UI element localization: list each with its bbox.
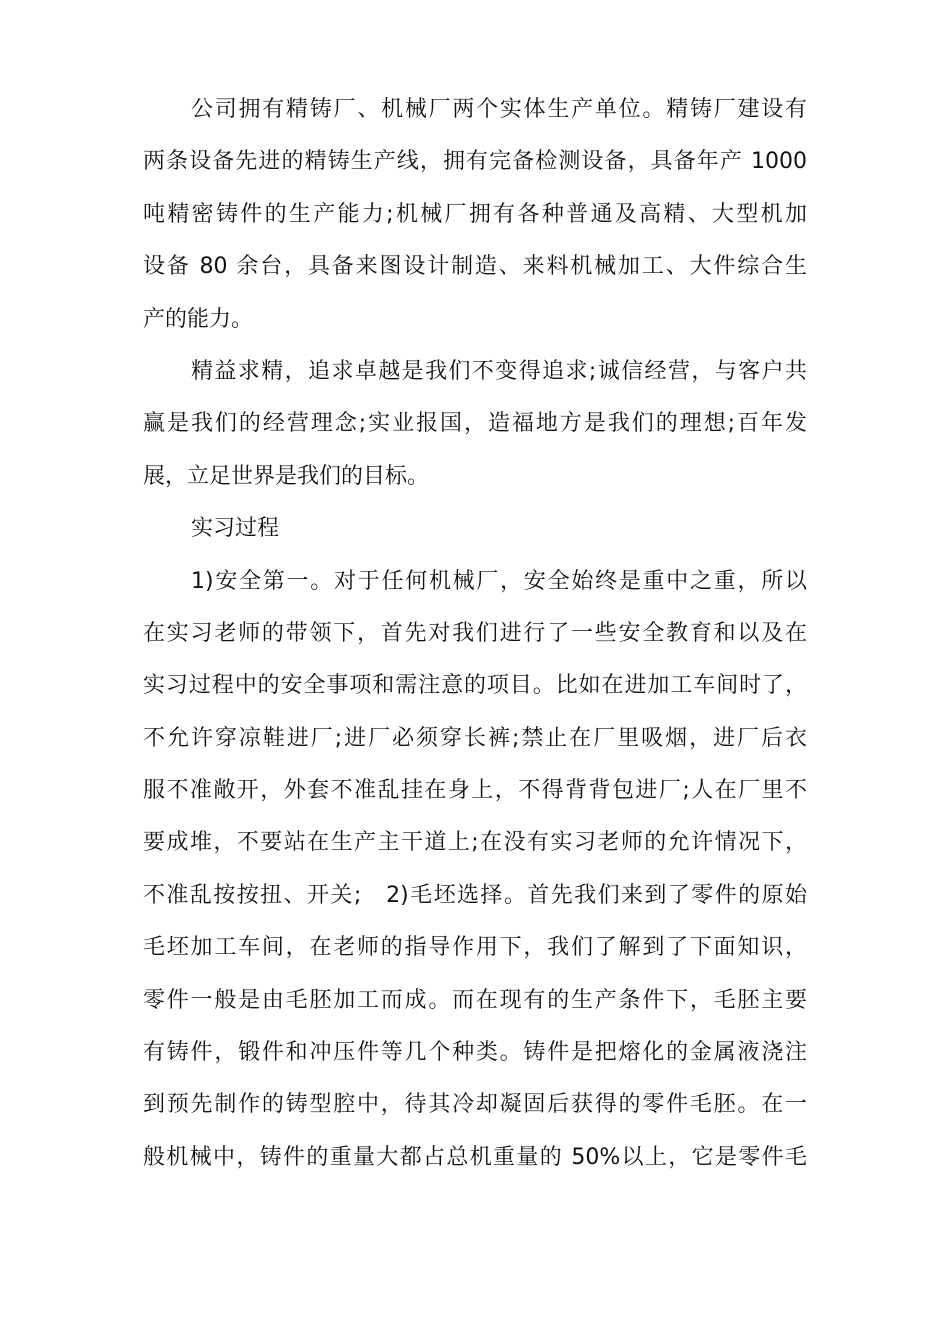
text-line: 般机械中，铸件的重量大都占总机重量的 50%以上，它是零件毛 (143, 1144, 807, 1170)
document-body (143, 84, 807, 1184)
text-line: 有铸件，锻件和冲压件等几个种类。铸件是把熔化的金属液浇注 (143, 1040, 807, 1066)
text-line: 公司拥有精铸厂、机械厂两个实体生产单位。精铸厂建设有 (191, 97, 807, 122)
text-line: 零件一般是由毛胚加工而成。而在现有的生产条件下，毛胚主要 (143, 987, 807, 1013)
text-line: 产的能力。 (143, 306, 254, 332)
text-line: 设备 80 余台，具备来图设计制造、来料机械加工、大件综合生 (143, 254, 807, 280)
text-line: 到预先制作的铸型腔中，待其冷却凝固后获得的零件毛胚。在一 (143, 1092, 807, 1118)
text-line: 在实习老师的带领下，首先对我们进行了一些安全教育和以及在 (143, 620, 807, 646)
text-line: 实习过程中的安全事项和需注意的项目。比如在进加工车间时了， (143, 673, 807, 699)
text-line: 两条设备先进的精铸生产线，拥有完备检测设备，具备年产 1000 (143, 149, 807, 175)
text-line: 实习过程 (191, 516, 280, 542)
text-line: 服不准敞开，外套不准乱挂在身上，不得背背包进厂;人在厂里不 (143, 778, 807, 804)
text-line: 毛坯加工车间，在老师的指导作用下，我们了解到了下面知识， (143, 935, 807, 961)
text-line: 不允许穿凉鞋进厂;进厂必须穿长裤;禁止在厂里吸烟，进厂后衣 (143, 725, 807, 751)
text-line: 不准乱按按扭、开关; 2)毛坯选择。首先我们来到了零件的原始 (143, 882, 807, 908)
text-line: 吨精密铸件的生产能力;机械厂拥有各种普通及高精、大型机加 (143, 201, 807, 227)
text-line: 展，立足世界是我们的目标。 (143, 463, 430, 489)
text-line: 要成堆，不要站在生产主干道上;在没有实习老师的允许情况下， (143, 830, 807, 856)
text-line: 赢是我们的经营理念;实业报国，造福地方是我们的理想;百年发 (143, 411, 807, 437)
text-line: 精益求精，追求卓越是我们不变得追求;诚信经营，与客户共 (191, 358, 807, 384)
text-line: 1)安全第一。对于任何机械厂，安全始终是重中之重，所以 (191, 568, 807, 594)
